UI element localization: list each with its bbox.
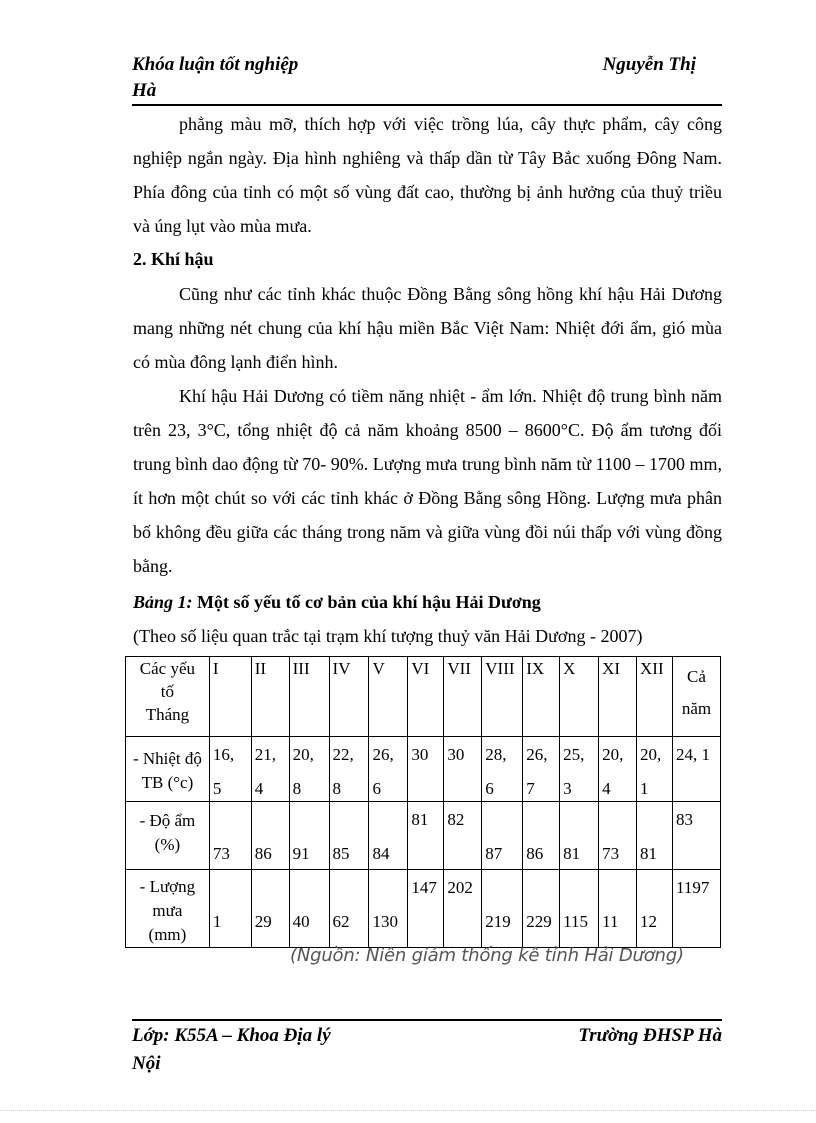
annual-value: 24, 1 <box>675 745 710 764</box>
table-caption-title: Một số yếu tố cơ bản của khí hậu Hải Dương <box>197 592 541 612</box>
month-header: XII <box>637 657 673 737</box>
table-cell <box>329 870 369 948</box>
cell-value-bottom: 1 <box>640 779 649 798</box>
annual-cell <box>672 870 720 948</box>
table-cell <box>209 870 251 948</box>
month-header: VII <box>444 657 482 737</box>
table-cell <box>251 802 289 870</box>
cell-value-bottom: 11 <box>602 912 619 931</box>
cell-value-bottom: 130 <box>372 912 398 931</box>
row-label-line1: - Lượng <box>139 877 196 896</box>
table-cell <box>408 870 444 948</box>
table-cell <box>637 737 673 802</box>
cell-value-top: 26, <box>526 745 548 764</box>
table-cell <box>329 802 369 870</box>
row-label-line3: (mm) <box>148 925 187 944</box>
table-cell <box>289 802 329 870</box>
table-cell <box>482 802 523 870</box>
month-header: I <box>209 657 251 737</box>
cell-value-top: 20, <box>640 745 662 764</box>
header-author-name: Nguyễn Thị <box>602 54 696 75</box>
table-caption-label: Bảng 1: <box>133 592 193 612</box>
table-row-humidity <box>126 802 721 870</box>
cell-value-top: 30 <box>411 745 429 764</box>
table-caption <box>133 587 541 617</box>
table-cell <box>444 802 482 870</box>
row-label-line1: - Nhiệt độ <box>132 749 202 768</box>
table-cell <box>523 870 560 948</box>
cell-value-top: 20, <box>292 745 314 764</box>
cell-value-top: 26, <box>372 745 394 764</box>
cell-value-bottom: 229 <box>526 912 552 931</box>
table-cell <box>251 870 289 948</box>
header-label-line2: tố <box>160 682 175 701</box>
footer-class-info: Lớp: K55A – Khoa Địa lý <box>132 1025 331 1046</box>
cell-value-top: 20, <box>602 745 624 764</box>
month-header: IV <box>329 657 369 737</box>
table-cell <box>329 737 369 802</box>
paragraph-climate-general: Cũng như các tỉnh khác thuộc Đồng Bằng sông hồng khí hậu Hải Dương mang những nét chung của khí hậu miền Bắc Việt Nam: Nhiệt đới ẩm, gió mùa có mùa đông lạnh điển hình. <box>133 284 722 372</box>
table-cell <box>209 737 251 802</box>
table-cell <box>482 870 523 948</box>
row-label-humidity <box>126 802 210 870</box>
table-cell <box>637 870 673 948</box>
header-divider <box>132 104 722 106</box>
table-cell <box>369 737 408 802</box>
paragraph-terrain: phẳng màu mỡ, thích hợp với việc trồng lúa, cây thực phẩm, cây công nghiệp ngắn ngày. Địa hình nghiêng và thấp dần từ Tây Bắc xuống Đông Nam. Phía đông của tỉnh có một số vùng đất cao, thường bị ảnh hưởng của thuỷ triều và úng lụt vào mùa mưa. <box>133 114 722 236</box>
cell-value-bottom: 6 <box>485 779 494 798</box>
month-header: V <box>369 657 408 737</box>
cell-value-bottom: 81 <box>640 844 658 863</box>
paragraph-climate-details: Khí hậu Hải Dương có tiềm năng nhiệt - ẩm lớn. Nhiệt độ trung bình năm trên 23, 3°C, tổng nhiệt độ cả năm khoảng 8500 – 8600°C. Độ ẩm tương đối trung bình dao động từ 70- 90%. Lượng mưa trung bình năm từ 1100 – 1700 mm, ít hơn một chút so với các tỉnh khác ở Đồng Bằng sông Hồng. Lượng mưa phân bố không đều giữa các tháng trong năm và giữa vùng đồi núi thấp với vùng đồng bằng. <box>133 386 722 576</box>
month-header: VIII <box>482 657 523 737</box>
cell-value-bottom: 84 <box>372 844 390 863</box>
row-label-line1: - Độ ẩm <box>139 811 196 830</box>
table-subcaption: (Theo số liệu quan trắc tại trạm khí tượng thuỷ văn Hải Dương - 2007) <box>133 626 643 646</box>
cell-value-bottom: 86 <box>526 844 544 863</box>
month-header: IX <box>523 657 560 737</box>
row-label-rainfall <box>126 870 210 948</box>
table-cell <box>482 737 523 802</box>
climate-table <box>125 656 721 948</box>
cell-value-top: 81 <box>411 810 429 829</box>
section-heading-climate: 2. Khí hậu <box>133 249 214 269</box>
header-label-cell <box>126 657 210 737</box>
table-cell <box>408 737 444 802</box>
annual-header-line1: Cả <box>687 667 706 686</box>
cell-value-bottom: 7 <box>526 779 535 798</box>
table-cell <box>560 802 599 870</box>
cell-value-bottom: 29 <box>254 912 272 931</box>
month-header: II <box>251 657 289 737</box>
row-label-line2: (%) <box>154 835 181 854</box>
cell-value-bottom: 115 <box>563 912 589 931</box>
cell-value-bottom: 1 <box>212 912 222 931</box>
table-source-note: (Nguồn: Niên giám thống kê tỉnh Hải Dương) <box>290 945 684 966</box>
table-cell <box>369 870 408 948</box>
footer-divider <box>132 1019 722 1021</box>
month-header: III <box>289 657 329 737</box>
table-cell <box>599 870 637 948</box>
cell-value-bottom: 73 <box>602 844 620 863</box>
row-label-temperature <box>126 737 210 802</box>
cell-value-top: 82 <box>447 810 465 829</box>
footer-university-wrap: Nội <box>132 1053 161 1074</box>
table-cell <box>251 737 289 802</box>
cell-value-bottom: 3 <box>563 779 572 798</box>
table-cell <box>408 802 444 870</box>
table-cell <box>444 737 482 802</box>
cell-value-bottom: 86 <box>254 844 272 863</box>
cell-value-bottom: 87 <box>485 844 503 863</box>
cell-value-top: 30 <box>447 745 465 764</box>
table-cell <box>444 870 482 948</box>
annual-cell <box>672 802 720 870</box>
annual-header-line2: năm <box>681 699 712 718</box>
month-header: XI <box>599 657 637 737</box>
row-label-line2: mưa <box>152 901 183 920</box>
cell-value-bottom: 73 <box>212 844 230 863</box>
table-header-row <box>126 657 721 737</box>
cell-value-bottom: 12 <box>640 912 658 931</box>
cell-value-top: 25, <box>563 745 585 764</box>
table-cell <box>289 870 329 948</box>
cell-value-bottom: 6 <box>372 779 381 798</box>
cell-value-bottom: 8 <box>332 779 342 798</box>
cell-value-bottom: 8 <box>292 779 302 798</box>
table-cell <box>599 802 637 870</box>
footer-university: Trường ĐHSP Hà <box>578 1025 722 1046</box>
annual-value: 83 <box>675 810 693 829</box>
page-footer <box>132 1022 722 1074</box>
cell-value-top: 21, <box>254 745 276 764</box>
table-cell <box>523 737 560 802</box>
table-cell <box>637 802 673 870</box>
page-bottom-edge <box>0 1110 816 1111</box>
row-label-line2: TB (°c) <box>141 773 194 792</box>
page-header <box>132 52 722 102</box>
cell-value-top: 16, <box>212 745 235 764</box>
table-cell <box>209 802 251 870</box>
table-cell <box>369 802 408 870</box>
cell-value-top: 147 <box>411 878 437 897</box>
table-cell <box>599 737 637 802</box>
cell-value-bottom: 40 <box>292 912 310 931</box>
cell-value-bottom: 5 <box>212 779 222 798</box>
cell-value-bottom: 91 <box>292 844 310 863</box>
header-thesis-title: Khóa luận tốt nghiệp <box>132 54 299 75</box>
table-row-rainfall <box>126 870 721 948</box>
cell-value-bottom: 219 <box>485 912 511 931</box>
cell-value-bottom: 62 <box>332 912 350 931</box>
annual-value: 1197 <box>675 878 710 897</box>
table-row-temperature <box>126 737 721 802</box>
month-header: X <box>560 657 599 737</box>
header-label-line1: Các yếu <box>139 659 196 678</box>
cell-value-top: 202 <box>447 878 473 897</box>
table-cell <box>560 737 599 802</box>
cell-value-bottom: 4 <box>254 779 264 798</box>
annual-cell <box>672 737 720 802</box>
cell-value-bottom: 4 <box>602 779 611 798</box>
cell-value-top: 22, <box>332 745 354 764</box>
header-author-name-wrap: Hà <box>132 80 157 101</box>
cell-value-bottom: 81 <box>563 844 581 863</box>
table-cell <box>289 737 329 802</box>
header-label-line3: Tháng <box>145 705 190 724</box>
cell-value-bottom: 85 <box>332 844 350 863</box>
month-header: VI <box>408 657 444 737</box>
table-cell <box>560 870 599 948</box>
annual-header <box>672 657 720 737</box>
table-cell <box>523 802 560 870</box>
cell-value-top: 28, <box>485 745 507 764</box>
